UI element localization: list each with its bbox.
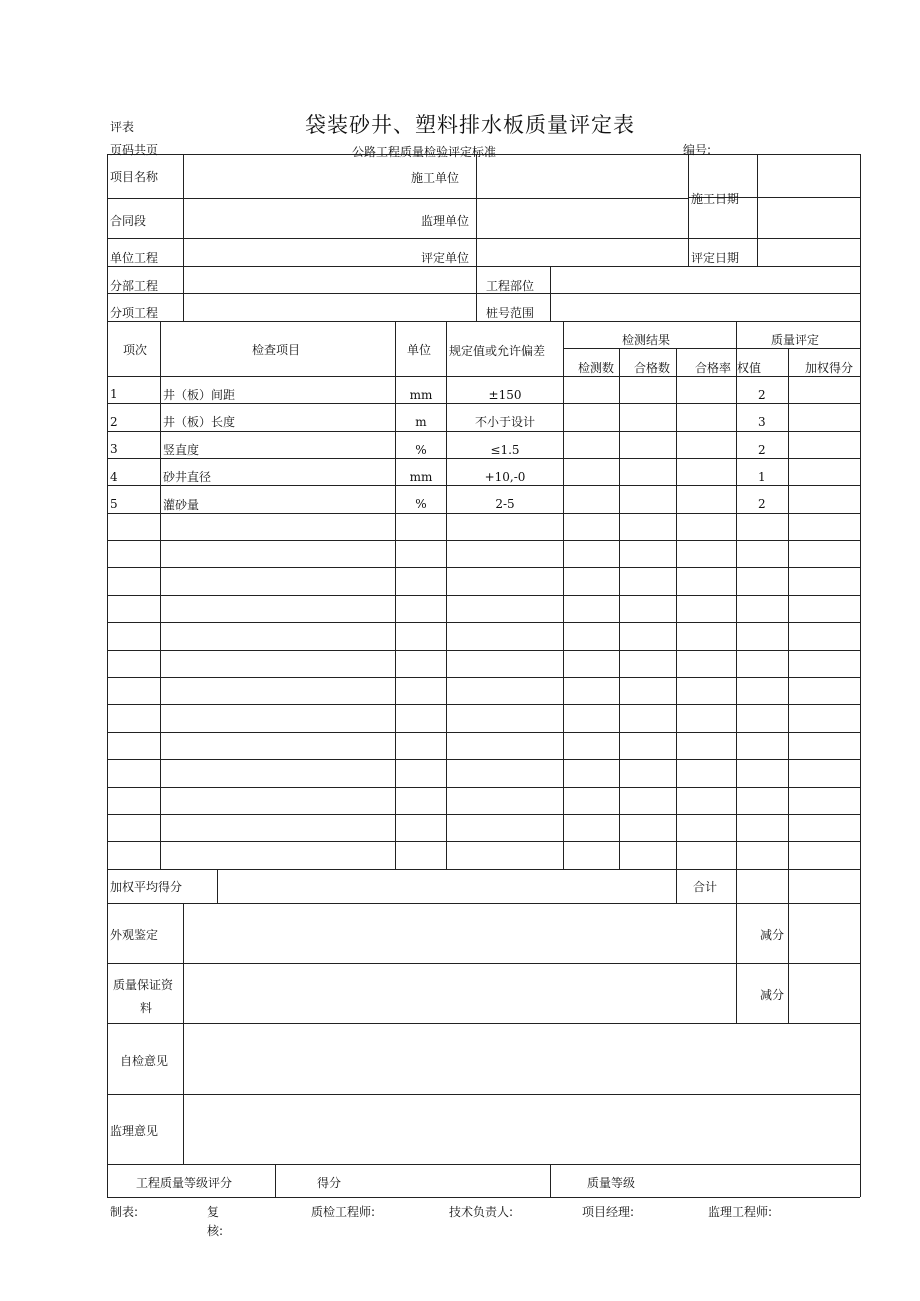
row-tolerance: +10,-0: [484, 470, 526, 484]
grid-line: [107, 869, 860, 870]
quality-docs-label-line1: 质量保证资: [113, 978, 174, 992]
grid-line: [107, 321, 860, 322]
grid-line: [476, 266, 477, 321]
grid-line: [107, 458, 860, 459]
supervision-opinion-label: 监理意见: [110, 1124, 159, 1138]
construction-unit-label: 施工单位: [411, 171, 460, 185]
col-no-header: 项次: [123, 343, 148, 357]
row-tolerance: 2-5: [495, 497, 515, 511]
qc-engineer-label: 质检工程师:: [311, 1205, 376, 1219]
grid-line: [107, 567, 860, 568]
grid-line: [107, 513, 860, 514]
grid-line: [107, 266, 860, 267]
quality-docs-label-line2: 料: [140, 1001, 153, 1015]
grid-line: [550, 1164, 551, 1197]
division-project-label: 分部工程: [110, 279, 159, 293]
grid-line: [107, 841, 860, 842]
review-label-line1: 复: [207, 1205, 220, 1219]
grid-line: [107, 814, 860, 815]
grid-line: [107, 704, 860, 705]
supervision-unit-label: 监理单位: [421, 214, 470, 228]
total-label: 合计: [693, 880, 718, 894]
station-range-label: 桩号范围: [486, 306, 535, 320]
row-no: 3: [110, 442, 118, 456]
grid-line: [676, 348, 677, 869]
grid-line: [107, 154, 108, 1197]
row-tolerance: 不小于设计: [474, 415, 535, 429]
page-title: 袋装砂井、塑料排水板质量评定表: [305, 113, 635, 137]
row-unit: mm: [409, 388, 433, 402]
grid-line: [860, 154, 861, 1197]
evaluation-unit-label: 评定单位: [421, 251, 470, 265]
grid-line: [107, 963, 860, 964]
row-weight: 2: [758, 388, 766, 402]
weighted-avg-label: 加权平均得分: [110, 880, 183, 894]
grid-line: [107, 787, 860, 788]
grid-line: [107, 759, 860, 760]
grid-line: [275, 1164, 276, 1197]
grid-line: [550, 266, 551, 321]
grid-line: [107, 540, 860, 541]
grid-line: [107, 376, 860, 377]
form-label: 评表: [110, 120, 135, 134]
grid-line: [107, 293, 860, 294]
col-results-header: 检测结果: [622, 333, 671, 347]
grid-line: [107, 1164, 860, 1165]
self-check-label: 自检意见: [120, 1054, 169, 1068]
row-item: 灌砂量: [163, 498, 200, 512]
col-item-header: 检查项目: [252, 343, 301, 357]
col-tolerance-header: 规定值或允许偏差: [449, 344, 546, 358]
appearance-deduct-label: 减分: [760, 928, 785, 942]
grid-line: [107, 1197, 860, 1198]
grid-line: [107, 677, 860, 678]
evaluation-date-label: 评定日期: [691, 251, 740, 265]
row-unit: mm: [409, 470, 433, 484]
col-unit-header: 单位: [407, 343, 432, 357]
grid-line: [476, 154, 477, 266]
grid-line: [107, 238, 860, 239]
grid-line: [107, 198, 688, 199]
col-weight-header: 权值: [737, 361, 762, 375]
serial-label: 编号:: [683, 143, 712, 157]
col-pass-count-header: 合格数: [634, 361, 671, 375]
row-unit: %: [415, 497, 427, 511]
grid-line: [107, 595, 860, 596]
row-no: 2: [110, 415, 118, 429]
grid-line: [107, 485, 860, 486]
contract-section-label: 合同段: [110, 214, 147, 228]
grid-line: [107, 1023, 860, 1024]
grid-line: [107, 431, 860, 432]
unit-project-label: 单位工程: [110, 251, 159, 265]
grid-line: [736, 321, 737, 903]
grid-line: [107, 403, 860, 404]
col-test-count-header: 检测数: [578, 361, 615, 375]
page-count-label: 页码共页: [110, 143, 159, 157]
row-weight: 3: [758, 415, 766, 429]
row-unit: m: [415, 415, 427, 429]
grid-line: [563, 348, 860, 349]
row-tolerance: ±150: [488, 388, 522, 402]
col-weighted-score-header: 加权得分: [805, 361, 854, 375]
grid-line: [676, 869, 677, 903]
row-item: 砂井直径: [163, 470, 212, 484]
row-item: 井（板）长度: [163, 415, 236, 429]
grade-eval-label: 工程质量等级评分: [136, 1176, 233, 1190]
row-weight: 1: [758, 470, 766, 484]
col-quality-header: 质量评定: [771, 333, 820, 347]
row-weight: 2: [758, 497, 766, 511]
grid-line: [107, 650, 860, 651]
construction-date-label: 施工日期: [691, 192, 740, 206]
row-no: 4: [110, 470, 118, 484]
review-label-line2: 核:: [207, 1224, 224, 1238]
col-pass-rate-header: 合格率: [695, 361, 732, 375]
project-location-label: 工程部位: [486, 279, 535, 293]
row-item: 井（板）间距: [163, 388, 236, 402]
tech-lead-label: 技术负责人:: [449, 1205, 514, 1219]
grid-line: [183, 154, 184, 321]
row-item: 竖直度: [163, 443, 200, 457]
grid-line: [107, 622, 860, 623]
quality-docs-deduct-label: 减分: [760, 988, 785, 1002]
project-name-label: 项目名称: [110, 170, 159, 184]
project-manager-label: 项目经理:: [582, 1205, 635, 1219]
grid-line: [183, 903, 184, 1164]
item-project-label: 分项工程: [110, 306, 159, 320]
made-by-label: 制表:: [110, 1205, 139, 1219]
appearance-label: 外观鉴定: [110, 928, 159, 942]
row-tolerance: ≤1.5: [490, 443, 520, 457]
row-no: 1: [110, 387, 118, 401]
score-label: 得分: [317, 1176, 342, 1190]
grid-line: [107, 903, 860, 904]
grid-line: [688, 154, 689, 266]
standard-label: 公路工程质量检验评定标准: [352, 145, 497, 159]
grid-line: [619, 348, 620, 869]
grid-line: [107, 1094, 860, 1095]
grid-line: [757, 154, 758, 266]
grid-line: [217, 869, 218, 903]
row-unit: %: [415, 443, 427, 457]
row-weight: 2: [758, 443, 766, 457]
grid-line: [107, 732, 860, 733]
supervising-engineer-label: 监理工程师:: [708, 1205, 773, 1219]
row-no: 5: [110, 497, 118, 511]
quality-grade-label: 质量等级: [587, 1176, 636, 1190]
